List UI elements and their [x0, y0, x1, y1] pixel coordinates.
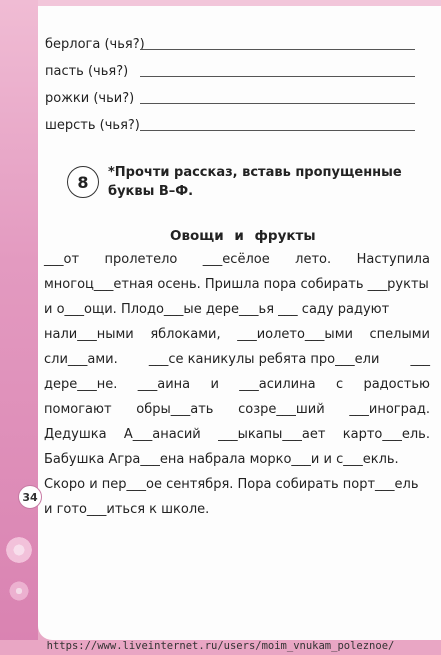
question-label: пасть (чья?) — [45, 64, 129, 79]
story-word: ___от — [44, 252, 80, 267]
story-word: лето. — [295, 252, 332, 267]
answer-line[interactable] — [140, 49, 415, 50]
question-label: берлога (чья?) — [45, 37, 145, 52]
story-word: яблоками, — [150, 327, 221, 342]
page-number: 34 — [18, 485, 42, 509]
story-word: обры___ать — [136, 402, 214, 417]
story-word: ___иноград. — [349, 402, 430, 417]
question-row — [45, 90, 425, 106]
flower-decoration — [8, 580, 30, 602]
story-word: и — [210, 377, 219, 392]
story-word: Бабушка Агра___ена набрала морко___и и с___екль. — [44, 452, 399, 467]
story-word: и о___ощи. Плодо___ые дере___ья ___ саду радуют — [44, 302, 390, 317]
story-word: ___аина — [137, 377, 191, 392]
story-word: с — [335, 377, 344, 392]
story-line — [44, 351, 430, 369]
story-word: А___анасий — [123, 427, 201, 442]
story-word: помогают — [44, 402, 112, 417]
story-word: ___ — [410, 352, 430, 367]
answer-line[interactable] — [140, 130, 415, 131]
question-label: рожки (чьи?) — [45, 91, 135, 106]
story-word: ___асилина — [239, 377, 316, 392]
story-word: сли___ами. — [44, 352, 118, 367]
story-word: пролетело — [104, 252, 178, 267]
story-line — [44, 451, 430, 469]
story-word: Скоро и пер___ое сентября. Пора собирать порт___ель — [44, 477, 419, 492]
story-word: нали___ными — [44, 327, 134, 342]
story-word: карто___ель. — [342, 427, 430, 442]
story-word: спелыми — [369, 327, 430, 342]
story-line — [44, 376, 430, 394]
answer-line[interactable] — [140, 103, 415, 104]
story-word: ___ыкапы___ает — [218, 427, 326, 442]
story-title: Овощи и фрукты — [170, 228, 316, 244]
footer-url: https://www.liveinternet.ru/users/moim_vnukam_poleznoe/ — [0, 640, 441, 655]
story-word: и гото___иться к школе. — [44, 502, 210, 517]
story-line — [44, 401, 430, 419]
question-row — [45, 117, 425, 133]
question-row — [45, 63, 425, 79]
answer-line[interactable] — [140, 76, 415, 77]
flower-decoration — [4, 535, 34, 565]
story-word: Наступила — [356, 252, 430, 267]
story-line — [44, 251, 430, 269]
story-word: Дедушка — [44, 427, 107, 442]
task-number-badge: 8 — [67, 166, 99, 198]
top-band — [38, 0, 441, 6]
question-label: шерсть (чья?) — [45, 118, 140, 133]
task-instruction — [108, 163, 408, 201]
story-word: дере___не. — [44, 377, 118, 392]
story-word: ___есёлое — [202, 252, 270, 267]
story-word: созре___ший — [238, 402, 325, 417]
story-word: ___се каникулы ребята про___ели — [148, 352, 380, 367]
story-line — [44, 276, 430, 294]
story-line — [44, 301, 430, 319]
story-line — [44, 476, 430, 494]
instruction-line: буквы В–Ф. — [108, 184, 194, 199]
story-word: радостью — [363, 377, 430, 392]
story-line — [44, 426, 430, 444]
story-line — [44, 326, 430, 344]
story-word: многоц___етная осень. Пришла пора собирать ___рукты — [44, 277, 429, 292]
story-word: ___иолето___ыми — [237, 327, 353, 342]
story-line — [44, 501, 430, 519]
instruction-line: *Прочти рассказ, вставь пропущенные — [108, 165, 402, 180]
question-row — [45, 36, 425, 52]
